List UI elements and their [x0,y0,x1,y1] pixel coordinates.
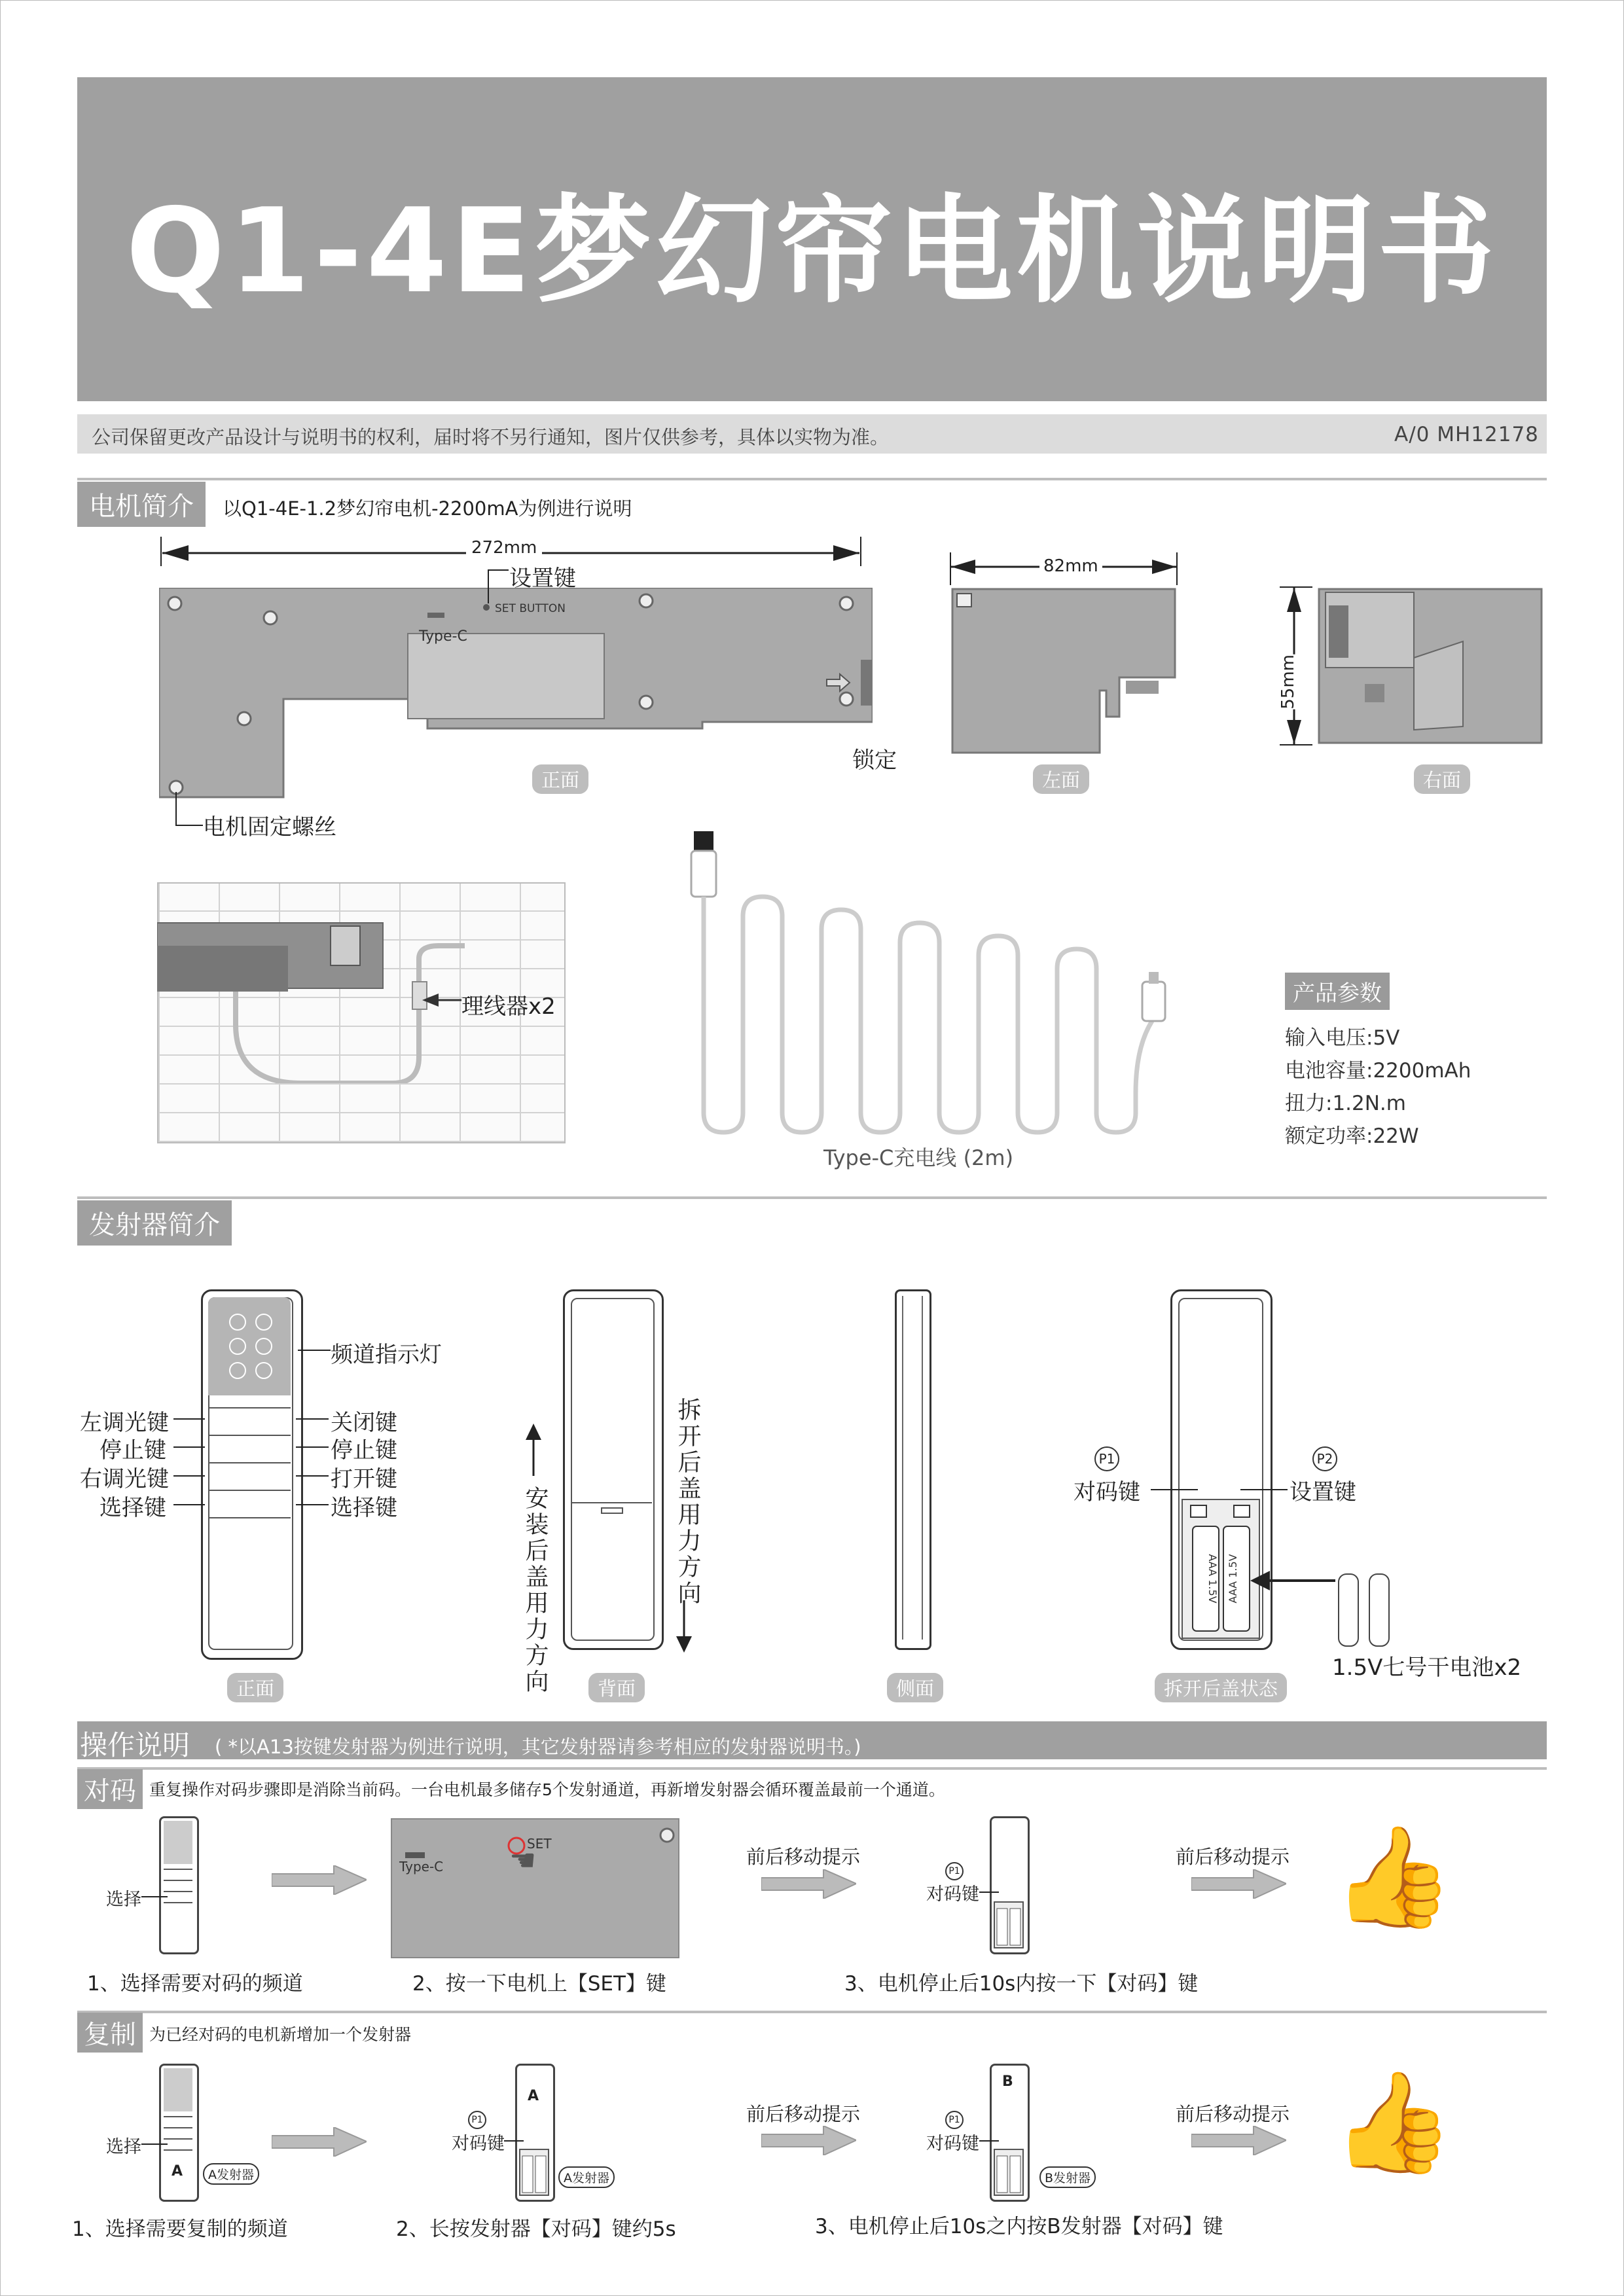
param-voltage: 输入电压:5V [1285,1026,1400,1050]
typec-print: Type-C [419,628,467,645]
motor-section-subtitle: 以Q1-4E-1.2梦幻帘电机-2200mA为例进行说明 [223,497,632,520]
cover-latch [601,1507,623,1514]
typec-cable-drawing [681,831,1178,1139]
pair-p1-marker [945,1862,964,1880]
right-dim-key-label: 右调光键 [80,1466,169,1492]
motor-right-view [1316,586,1545,746]
motor-section-tag: 电机简介 [77,482,206,527]
view-front-label: 正面 [532,764,588,794]
screw-label: 电机固定螺丝 [203,814,336,840]
battery-compartment-icon [1183,1500,1259,1638]
notice-text: 公司保留更改产品设计与说明书的权利，届时将不另行通知，图片仅供参考，具体以实物为准。 [92,426,890,448]
p1-circle: P1 [468,2111,486,2129]
remote-key-row-2[interactable] [208,1435,291,1462]
copy-step1-remote [159,2064,199,2202]
svg-text:AAA 1.5V: AAA 1.5V [1227,1554,1239,1604]
operation-tag: 操作说明 [80,1729,190,1761]
motor-left-drawing [949,586,1178,756]
param-capacity: 电池容量:2200mAh [1285,1059,1471,1083]
set-key-leader [488,569,509,603]
copy-description: 为已经对码的电机新增加一个发射器 [149,2025,412,2044]
stop-key-left-label: 停止键 [99,1437,166,1463]
right-arrow-icon [761,2126,856,2155]
p1-marker [1094,1446,1119,1471]
copy-p1-marker-b [945,2111,964,2129]
pair-step-3: 3、电机停止后10s内按一下【对码】键 [844,1972,1199,1996]
flow-arrow [1191,1869,1286,1899]
remote-view-open: 拆开后盖状态 [1155,1673,1287,1702]
pair-select-label: 选择 [106,1890,141,1910]
copy-step2-a-letter: A [528,2088,539,2104]
operation-note: ( *以A13按键发射器为例进行说明，其它发射器请参考相应的发射器说明书。) [215,1736,861,1758]
pair-step3-remote [990,1816,1030,1954]
mini-remote-icon [161,1818,197,1952]
pair-hint-1: 前后移动提示 [746,1846,861,1868]
leader-line [296,1446,329,1448]
pair-step-1: 1、选择需要对码的频道 [87,1972,303,1996]
section-rule [77,2011,1547,2013]
left-arrow-icon [1250,1571,1335,1590]
document-code: A/0 MH12178 [1394,423,1539,446]
pair-step-2: 2、按一下电机上【SET】键 [412,1972,666,1996]
pair-step1-remote [159,1816,199,1954]
remove-arrow [674,1600,694,1653]
param-power: 额定功率:22W [1285,1124,1419,1148]
remote-back-inner [571,1298,655,1641]
organizer-arrow [422,994,461,1007]
leader-line [173,1446,205,1448]
cable-icon [681,831,1178,1139]
section-rule [77,478,1547,480]
section-rule [77,1196,1547,1199]
left-arrow-icon [422,994,461,1007]
back-cover-seam [571,1502,652,1503]
motor-front-drawing [159,588,873,804]
open-key-label: 打开键 [331,1466,397,1492]
remote-key-row-1[interactable] [208,1407,291,1435]
flow-arrow [761,1869,856,1899]
right-arrow-icon [761,1869,856,1899]
down-arrow-icon [674,1600,694,1653]
mini-remote-open-icon [992,1818,1028,1952]
press-hand-icon: ☚ [509,1842,537,1878]
battery-arrow [1250,1571,1335,1590]
p1-circle: P1 [1094,1446,1119,1471]
view-right-label: 右面 [1414,764,1470,794]
right-arrow-icon [272,1865,367,1895]
select-key-left-label: 选择键 [99,1495,166,1521]
channel-lights-icon [208,1297,291,1395]
pair-key-label: 对码键 [1074,1479,1140,1505]
pair-tag: 对码 [77,1769,143,1809]
pair-set-print: SET [527,1836,552,1852]
p2-circle: P2 [1312,1446,1337,1471]
copy-b-letter: B [1002,2073,1013,2090]
p1-circle: P1 [945,1862,964,1880]
dim-55-label: 55mm [1278,655,1298,709]
flow-arrow [761,2126,856,2155]
close-key-label: 关闭键 [331,1410,397,1436]
battery-compartment [1182,1499,1260,1639]
motor-front-view [159,588,873,804]
leader-line [298,1350,331,1351]
mini-remote-open-icon [517,2066,553,2200]
copy-a-remote-badge: A发射器 [203,2163,259,2185]
remote-view-side: 侧面 [887,1673,943,1702]
motor-left-view [949,586,1178,756]
dim-272-label: 272mm [466,538,542,558]
flow-arrow [272,2127,367,2157]
mini-remote-icon [161,2066,197,2200]
cable-organizer-label: 理线器x2 [461,994,556,1020]
remove-direction-label: 拆开后盖用力方向 [674,1397,701,1607]
install-direction-label: 安装后盖用力方向 [522,1486,549,1695]
copy-step-3: 3、电机停止后10s之内按B发射器【对码】键 [815,2215,1223,2238]
pair-key-step-label: 对码键 [926,1884,979,1905]
leader-line [1151,1489,1198,1490]
remote-key-row-4[interactable] [208,1490,291,1518]
remote-section-tag: 发射器简介 [77,1200,232,1246]
leader-line [173,1418,205,1420]
channel-light-label: 频道指示灯 [331,1342,442,1368]
flow-arrow [1191,2126,1286,2155]
leader-line [1240,1489,1288,1490]
p1-circle: P1 [945,2111,964,2129]
motor-right-drawing [1316,586,1545,746]
screw-leader [175,792,203,826]
set-key-label: 设置键 [509,565,576,592]
view-left-label: 左面 [1033,764,1089,794]
copy-pair-key-label: 对码键 [452,2134,505,2154]
pair-hint-2: 前后移动提示 [1176,1846,1290,1868]
params-tag: 产品参数 [1285,973,1390,1010]
leader-line [296,1475,329,1477]
set-key-remote-label: 设置键 [1290,1479,1356,1505]
thumbs-up-icon: 👍 [1332,2066,1454,2179]
thumbs-up-icon: 👍 [1332,1820,1454,1934]
left-dim-key-label: 左调光键 [80,1410,169,1436]
dim-82-label: 82mm [1039,556,1102,576]
install-arrow [524,1424,543,1476]
page-title: Q1-4E梦幻帘电机说明书 [126,183,1498,319]
copy-select-label: 选择 [106,2137,141,2157]
right-arrow-icon [1191,2126,1286,2155]
leader-line [141,2144,168,2145]
lock-label: 锁定 [852,747,897,774]
leader-line [979,2140,999,2142]
leader-line [296,1504,329,1505]
set-button-print: SET BUTTON [495,602,566,615]
pair-typec-print: Type-C [399,1859,444,1874]
copy-a-remote-badge-2: A发射器 [558,2166,615,2188]
copy-p1-marker [468,2111,486,2129]
leader-line [173,1504,205,1505]
remote-side-edge [902,1296,923,1640]
cable-label: Type-C充电线 (2m) [823,1145,1014,1170]
leader-line [296,1418,329,1420]
section-rule [77,1767,1547,1770]
leader-line [173,1475,205,1477]
right-arrow-icon [1191,1869,1286,1899]
select-key-right-label: 选择键 [331,1495,397,1521]
pair-description: 重复操作对码步骤即是消除当前码。一台电机最多储存5个发射通道，再新增发射器会循环覆盖最前一个通道。 [149,1780,945,1799]
right-arrow-icon [272,2127,367,2157]
svg-text:AAA 1.5V: AAA 1.5V [1206,1554,1219,1604]
batteries [1335,1571,1394,1649]
remote-view-front: 正面 [227,1673,283,1702]
copy-tag: 复制 [77,2013,143,2053]
leader-line [504,2140,524,2142]
copy-a-letter: A [171,2163,183,2179]
stop-key-right-label: 停止键 [331,1437,397,1463]
battery-icon [1335,1571,1394,1649]
param-torque: 扭力:1.2N.m [1285,1092,1406,1115]
copy-pair-key-label-b: 对码键 [926,2134,979,2154]
battery-label: 1.5V七号干电池x2 [1332,1655,1522,1681]
copy-step-1: 1、选择需要复制的频道 [72,2217,288,2241]
up-arrow-icon [524,1424,543,1476]
p2-marker [1312,1446,1337,1471]
leader-line [979,1892,999,1893]
copy-step-2: 2、长按发射器【对码】键约5s [396,2217,676,2241]
channel-window [208,1297,291,1395]
copy-hint-2: 前后移动提示 [1176,2103,1290,2125]
flow-arrow [272,1865,367,1895]
copy-step2-remote [515,2064,555,2202]
copy-hint-1: 前后移动提示 [746,2103,861,2125]
remote-view-back: 背面 [588,1673,645,1702]
leader-line [141,1896,168,1897]
remote-key-row-3[interactable] [208,1462,291,1490]
copy-b-remote-badge: B发射器 [1039,2166,1096,2188]
